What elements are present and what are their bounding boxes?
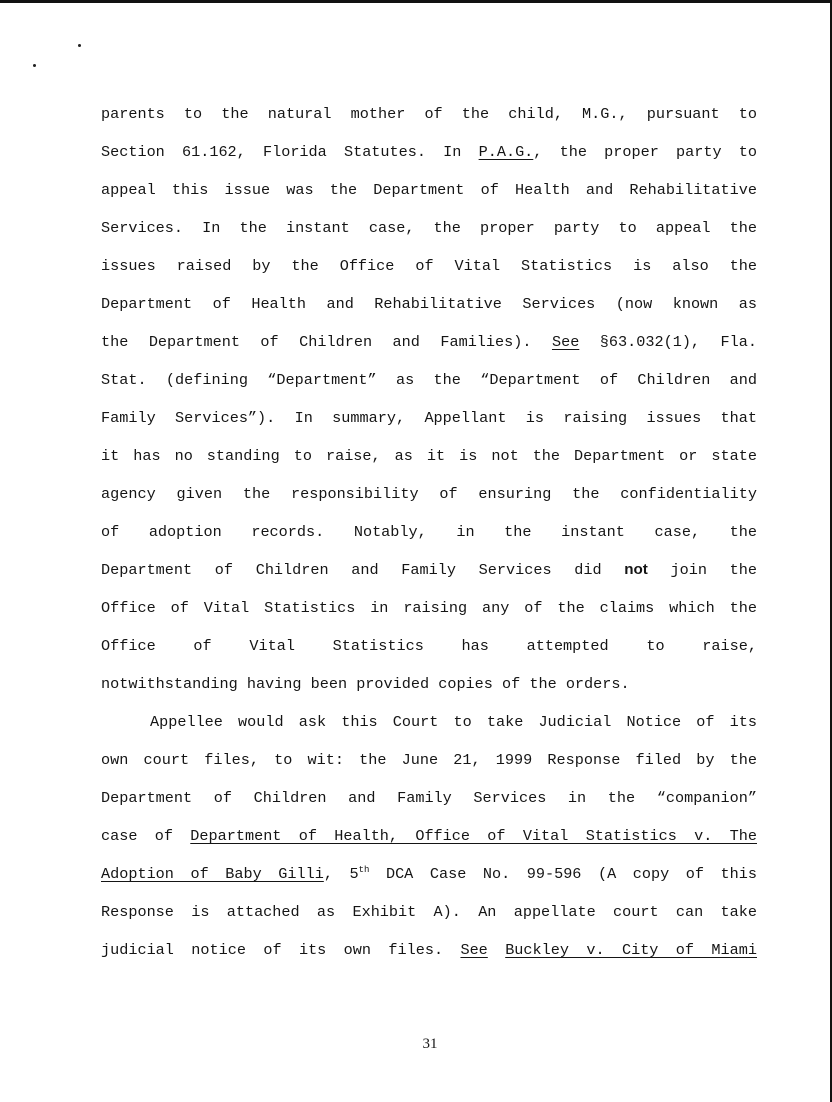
text-line: the Department of Children and Families). See §63.032(1), Fla.: [101, 333, 757, 351]
text-line: Department of Children and Family Services did not join the: [101, 561, 757, 579]
text-line: Adoption of Baby Gilli, 5th DCA Case No. 99-596 (A copy of this: [101, 864, 757, 883]
text-line: Department of Children and Family Services in the “companion”: [101, 789, 757, 807]
case-citation: Department of Health, Office of Vital Statistics v. The: [190, 827, 757, 845]
text-line: Section 61.162, Florida Statutes. In P.A.G., the proper party to: [101, 143, 757, 161]
text-line: of adoption records. Notably, in the instant case, the: [101, 523, 757, 541]
text-line: judicial notice of its own files. See Buckley v. City of Miami: [101, 941, 757, 959]
text-line: parents to the natural mother of the child, M.G., pursuant to: [101, 105, 757, 123]
text-line: Appellee would ask this Court to take Judicial Notice of its: [150, 713, 757, 731]
emphasis-not: not: [624, 561, 648, 578]
text-line: own court files, to wit: the June 21, 1999 Response filed by the: [101, 751, 757, 769]
text-line: Response is attached as Exhibit A). An appellate court can take: [101, 903, 757, 921]
text-line: Office of Vital Statistics in raising any of the claims which the: [101, 599, 757, 617]
case-citation: P.A.G.: [478, 143, 534, 161]
text-line: Office of Vital Statistics has attempted to raise,: [101, 637, 757, 655]
text-line: agency given the responsibility of ensuring the confidentiality: [101, 485, 757, 503]
text-line: issues raised by the Office of Vital Statistics is also the: [101, 257, 757, 275]
page-number: 31: [422, 1036, 438, 1052]
case-citation: Buckley v. City of Miami: [505, 941, 757, 959]
text-line: Services. In the instant case, the proper party to appeal the: [101, 219, 757, 237]
text-line: notwithstanding having been provided copies of the orders.: [101, 675, 630, 693]
scan-speck: [78, 44, 81, 47]
text-line: Department of Health and Rehabilitative Services (now known as: [101, 295, 757, 313]
scan-speck: [33, 64, 36, 67]
signal-see: See: [551, 333, 580, 351]
text-line: case of Department of Health, Office of Vital Statistics v. The: [101, 827, 757, 845]
text-line: it has no standing to raise, as it is not the Department or state: [101, 447, 757, 465]
signal-see: See: [460, 941, 488, 959]
scan-edge-top: [0, 0, 832, 3]
text-line: Stat. (defining “Department” as the “Department of Children and: [101, 371, 757, 389]
case-citation: Adoption of Baby Gilli: [101, 865, 324, 883]
text-line: appeal this issue was the Department of Health and Rehabilitative: [101, 181, 757, 199]
text-line: Family Services”). In summary, Appellant is raising issues that: [101, 409, 757, 427]
